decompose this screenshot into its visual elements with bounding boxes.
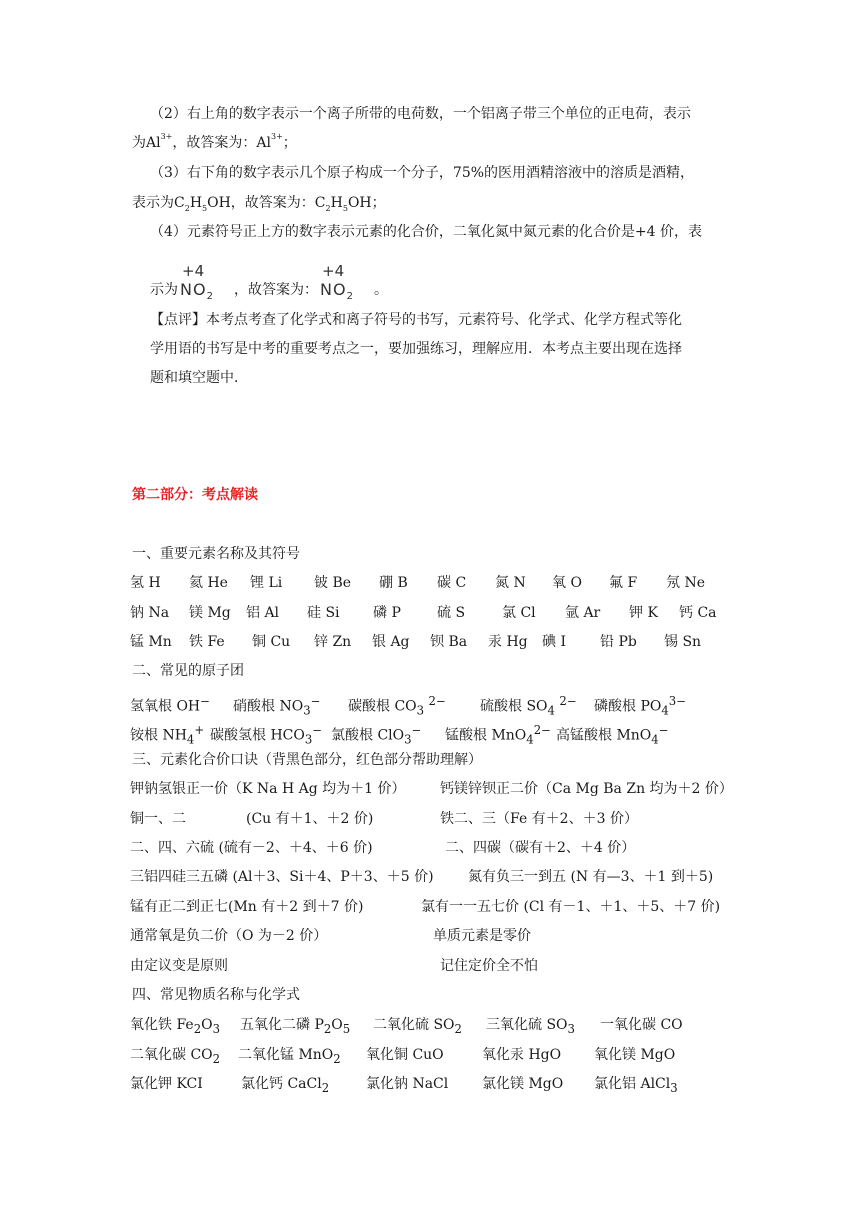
valence-rule-6-left: 通常氧是负二价（O 为－2 价） xyxy=(130,928,328,944)
group-phosphate: 磷酸根 $PO_4^{3-}$ xyxy=(594,694,686,718)
section4-title: 四、常见物质名称与化学式 xyxy=(132,987,300,1003)
valence-rule-1-right: 钙镁锌钡正二价（Ca Mg Ba Zn 均为＋2 价） xyxy=(440,781,733,797)
answer-line-4-cont: 示为 +4 $NO_2$ ，故答案为： +4 $NO_2$ 。 xyxy=(150,262,388,303)
answer-line-4: （4）元素符号正上方的数字表示元素的化合价，二氧化氮中氮元素的化合价是+4 价，表 xyxy=(150,224,702,240)
substance-mgcl-mgo: 氯化镁 MgO xyxy=(482,1076,564,1092)
element-symbol: 氯 Cl xyxy=(502,605,536,621)
element-symbol: 铁 Fe xyxy=(189,634,225,650)
element-symbol: 铍 Be xyxy=(314,575,352,591)
valence-rule-2-left: 铜一、二 xyxy=(130,811,186,827)
group-sulfate: 硫酸根 $SO_4$ $^{2-}$ xyxy=(480,694,577,718)
answer-line-3: （3）右下角的数字表示几个原子构成一个分子，75%的医用酒精溶液中的溶质是酒精， xyxy=(150,165,695,181)
group-ammonium: 铵根 $NH_4^+$ xyxy=(130,723,205,747)
element-symbol: 钙 Ca xyxy=(679,605,717,621)
substance-alcl3: 氯化铝 AlCl$_3$ xyxy=(594,1076,678,1095)
section3-title: 三、元素化合价口诀（背黑色部分，红色部分帮助理解） xyxy=(132,752,482,768)
group-manganate: 锰酸根 MnO$_4^{2-}$ xyxy=(445,723,551,747)
element-symbol: 锂 Li xyxy=(250,575,283,591)
element-symbol: 铜 Cu xyxy=(252,634,291,650)
element-symbol: 钠 Na xyxy=(130,605,170,621)
no2-valence-formula-answer: +4 $NO_2$ xyxy=(320,262,354,303)
substance-nacl: 氯化钠 NaCl xyxy=(366,1076,449,1092)
group-permanganate: 高锰酸根 MnO$_4$− xyxy=(556,723,669,747)
element-symbol: 银 Ag xyxy=(372,634,410,650)
valence-rule-5-left: 锰有正二到正七(Mn 有＋2 到＋7 价) xyxy=(130,899,364,915)
element-symbol: 镁 Mg xyxy=(189,605,231,621)
substance-so2: 二氧化硫 $SO_2$ xyxy=(373,1017,462,1036)
element-symbol: 氟 F xyxy=(609,575,638,591)
valence-rule-4-left: 三铝四硅三五磷 (Al＋3、Si＋4、P＋3、＋5 价) xyxy=(130,869,434,885)
element-symbol: 硫 S xyxy=(437,605,466,621)
valence-rule-2-right: 铁二、三（Fe 有＋2、＋3 价） xyxy=(440,811,638,827)
element-symbol: 氖 Ne xyxy=(666,575,705,591)
answer-line-2-cont: 为$Al^{3+}$，故答案为：$Al^{3+}$； xyxy=(132,132,297,151)
element-symbol: 碘 I xyxy=(542,634,566,650)
section2-title: 二、常见的原子团 xyxy=(132,663,244,679)
comment-line-3: 题和填空题中． xyxy=(150,370,248,386)
substance-cuo: 氧化铜 CuO xyxy=(366,1047,444,1063)
substance-co2: 二氧化碳 $CO_2$ xyxy=(130,1047,221,1066)
part2-title: 第二部分：考点解读 xyxy=(132,487,258,503)
comment-line-2: 学用语的书写是中考的重要考点之一，要加强练习，理解应用．本考点主要出现在选择 xyxy=(150,341,682,357)
element-symbol: 汞 Hg xyxy=(488,634,528,650)
valence-rule-7-left: 由定议变是原则 xyxy=(130,958,228,974)
comment-line-1: 【点评】本考点考查了化学式和离子符号的书写，元素符号、化学式、化学方程式等化 xyxy=(150,312,682,328)
group-bicarbonate: 碳酸氢根 $HCO_3^-$ xyxy=(210,723,323,747)
group-carbonate: 碳酸根 $CO_3$ $^{2-}$ xyxy=(348,694,446,718)
substance-co: 一氧化碳 CO xyxy=(600,1017,683,1033)
answer-line-3-cont: 表示为$C_2H_5OH$，故答案为：$C_2H_5OH$； xyxy=(132,195,386,213)
element-symbol: 锌 Zn xyxy=(314,634,352,650)
element-symbol: 碳 C xyxy=(437,575,467,591)
valence-rule-6-right: 单质元素是零价 xyxy=(433,928,531,944)
element-symbol: 磷 P xyxy=(373,605,401,621)
element-symbol: 铅 Pb xyxy=(600,634,637,650)
group-nitrate: 硝酸根 $NO_3^-$ xyxy=(233,694,321,718)
substance-p2o5: 五氧化二磷 $P_2O_5$ xyxy=(240,1017,351,1036)
substance-mno2: 二氧化锰 MnO$_2$ xyxy=(238,1047,341,1066)
substance-hgo: 氧化汞 HgO xyxy=(482,1047,562,1063)
section1-title: 一、重要元素名称及其符号 xyxy=(132,546,300,562)
substance-so3: 三氧化硫 $SO_3$ xyxy=(486,1017,575,1036)
valence-rule-3-right: 二、四碳（碳有＋2、＋4 价） xyxy=(445,840,636,856)
valence-rule-1-left: 钾钠氢银正一价（K Na H Ag 均为＋1 价） xyxy=(130,781,406,797)
no2-valence-formula: +4 $NO_2$ xyxy=(180,262,214,303)
group-chlorate: 氯酸根 ClO$_3$− xyxy=(331,723,422,747)
element-symbol: 钡 Ba xyxy=(430,634,468,650)
substance-mgo: 氧化镁 MgO xyxy=(594,1047,676,1063)
substance-kcl: 氯化钾 KCI xyxy=(130,1076,203,1092)
element-symbol: 氢 H xyxy=(130,575,161,591)
substance-cacl2: 氯化钙 CaCl$_2$ xyxy=(241,1076,330,1095)
element-symbol: 硼 B xyxy=(379,575,408,591)
element-symbol: 氦 He xyxy=(189,575,228,591)
element-symbol: 氮 N xyxy=(495,575,526,591)
element-symbol: 铝 Al xyxy=(246,605,280,621)
element-symbol: 氩 Ar xyxy=(565,605,601,621)
element-symbol: 氧 O xyxy=(552,575,582,591)
group-hydroxide: 氢氧根 OH− xyxy=(130,694,210,715)
valence-rule-3-left: 二、四、六硫 (硫有－2、＋4、＋6 价) xyxy=(130,840,373,856)
valence-rule-4-right: 氮有负三一到五 (N 有—3、＋1 到＋5) xyxy=(468,869,714,885)
valence-rule-5-right: 氯有一一五七价 (Cl 有－1、＋1、＋5、＋7 价) xyxy=(421,899,721,915)
valence-rule-7-right: 记住定价全不怕 xyxy=(440,958,538,974)
answer-line-2: （2）右上角的数字表示一个离子所带的电荷数，一个铝离子带三个单位的正电荷，表示 xyxy=(150,106,691,122)
element-symbol: 钾 K xyxy=(629,605,658,621)
element-symbol: 锰 Mn xyxy=(130,634,172,650)
valence-rule-2-left-note: (Cu 有＋1、＋2 价) xyxy=(246,811,374,827)
substance-fe2o3: 氧化铁 $Fe_2O_3$ xyxy=(130,1017,221,1036)
element-symbol: 锡 Sn xyxy=(664,634,702,650)
element-symbol: 硅 Si xyxy=(307,605,340,621)
